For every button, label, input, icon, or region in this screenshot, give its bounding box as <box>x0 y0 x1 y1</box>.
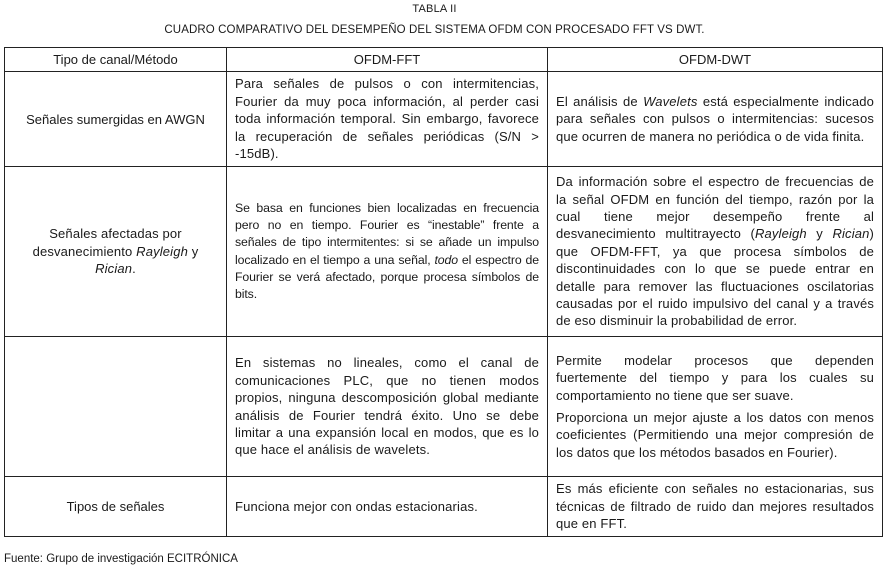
row-dwt-cell <box>548 337 883 477</box>
row-fft-cell <box>227 72 548 167</box>
channel-type-text <box>13 225 218 277</box>
row-fft-cell <box>227 167 548 337</box>
fft-pre: Se basa en funciones bien localizadas en frecuencia pero no en tiempo. Fourier es “inestable” frente a señales de tipo intermitentes: si se añade un impulso localizado en el tiempo a una señal, <box>235 200 539 267</box>
row-channel-type <box>5 337 227 477</box>
row-fft-cell <box>227 477 548 537</box>
fft-text <box>235 200 539 303</box>
dwt-mid: y <box>806 226 833 242</box>
table-row <box>5 337 883 477</box>
table-label: TABLA II <box>412 3 457 15</box>
fft-text: En sistemas no lineales, como el canal de comunicaciones PLC, que no tienen modos propios, ninguna descomposición global mediante análisis de Fourier tendrá éxito. Uno se debe limitar a una expansión local en modos, que es lo que hace el análisis de wavelets. <box>235 355 539 458</box>
table-title: CUADRO COMPARATIVO DEL DESEMPEÑO DEL SISTEMA OFDM CON PROCESADO FFT VS DWT. <box>164 24 705 36</box>
type-post: . <box>132 261 136 277</box>
dwt-rayleigh: Rayleigh <box>754 226 807 242</box>
table-row <box>5 477 883 537</box>
dwt-post: ) que OFDM-FFT, ya que procesa símbolos de discontinuidades con lo que se puede entrar en detalle para remover las fluctuaciones oscilatorias causadas por el ruido impulsivo del canal y a través de eso disminuir la probabilidad de error. <box>556 226 874 329</box>
dwt-text <box>556 173 874 330</box>
table-header-row <box>5 48 883 72</box>
comparison-table <box>4 47 883 537</box>
row-channel-type <box>5 167 227 337</box>
dwt-text <box>556 93 874 145</box>
fft-text: Para señales de pulsos o con intermitencias, Fourier da muy poca información, al perder casi toda información temporal. Sin embargo, favorece la recuperación de señales periódicas (S/N > -15dB). <box>235 76 539 162</box>
row-channel-type: Tipos de señales <box>5 477 227 537</box>
dwt-pre: Da información sobre el espectro de frecuencias de la señal OFDM en función del tiempo, razón por la cual tiene mejor desempeño frente al desvanecimiento multitrayecto ( <box>556 174 874 242</box>
fft-em: todo <box>434 252 459 267</box>
type-rayleigh: Rayleigh <box>136 243 188 259</box>
dwt-text: Es más eficiente con señales no estacionarias, sus técnicas de filtrado de ruido dan mejores resultados que en FFT. <box>556 481 874 532</box>
header-ofdm-fft: OFDM-FFT <box>227 48 548 72</box>
table-row <box>5 72 883 167</box>
type-mid: y <box>187 243 199 259</box>
row-channel-type: Señales sumergidas en AWGN <box>5 72 227 167</box>
type-pre: Señales afectadas por desvanecimiento <box>32 226 182 259</box>
dwt-text-post: está especialmente indicado para señales con pulsos o intermitencias: sucesos que ocurren de manera no periódica o de vida finita. <box>556 93 874 144</box>
header-ofdm-dwt: OFDM-DWT <box>548 48 883 72</box>
dwt-paragraph-2: Proporciona un mejor ajuste a los datos con menos coeficientes (Permitiendo una mejor compresión de los datos que los métodos basados en Fourier). <box>556 410 874 460</box>
fft-text: Funciona mejor con ondas estacionarias. <box>235 498 478 514</box>
row-dwt-cell <box>548 72 883 167</box>
dwt-text-wavelets: Wavelets <box>643 93 698 109</box>
dwt-rician: Rician <box>832 226 870 242</box>
dwt-text <box>556 352 874 461</box>
header-channel-method: Tipo de canal/Método <box>5 48 227 72</box>
table-row <box>5 167 883 337</box>
source-footnote: Fuente: Grupo de investigación ECITRÓNICA <box>4 553 238 565</box>
fft-post: el espectro de Fourier se verá afectado, porque procesa símbolos de bits. <box>235 252 539 301</box>
type-rician: Rician <box>95 261 133 277</box>
dwt-text-pre: El análisis de <box>556 93 644 109</box>
row-dwt-cell <box>548 477 883 537</box>
row-fft-cell <box>227 337 548 477</box>
dwt-paragraph-1: Permite modelar procesos que dependen fuertemente del tiempo y para los cuales su comportamiento no tiene que ser suave. <box>556 352 874 403</box>
row-dwt-cell <box>548 167 883 337</box>
